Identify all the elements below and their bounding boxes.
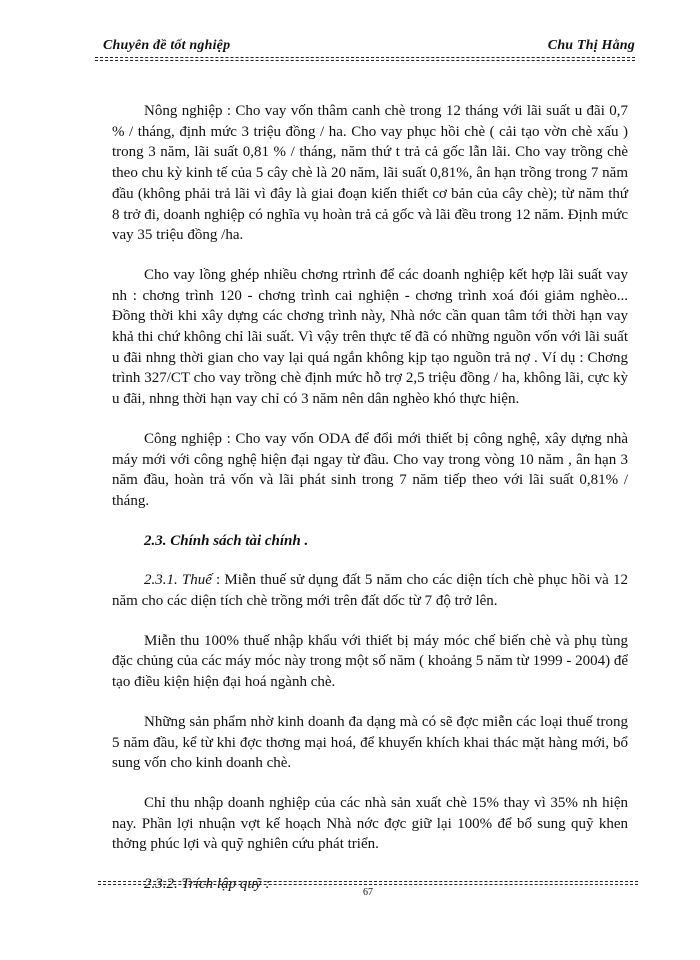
page-number: 67 bbox=[363, 887, 373, 898]
section-heading-financial-policy: 2.3. Chính sách tài chính . bbox=[144, 532, 309, 549]
paragraph-integrated-loans: Cho vay lồng ghép nhiều chơng rtrình để các doanh nghiệp kết hợp lãi suất vay nh : chơng trình 120 - chơng trình cai nghiện - chơng trình xoá đói giảm nghèo... Đồng thời khi xây dựng các chơng trình này, Nhà nớc cần quan tâm tới thời hạn vay khả thi chứ không chỉ lãi suất. Vì vậy trên thực tế đã có những nguồn vốn với lãi suất u đãi nhng thời gian cho vay lại quá ngắn không kịp tạo nguồn trả nợ . Ví dụ : Chơng trình 327/CT cho vay trồng chè định mức hỗ trợ 2,5 triệu đồng / ha, không lãi, cực kỳ u đãi, nhng thời hạn vay chỉ có 3 năm nên dân nghèo khó thực hiện. bbox=[112, 266, 628, 408]
page-body bbox=[112, 101, 628, 914]
footer-divider bbox=[98, 881, 638, 882]
subsection-label-tax: 2.3.1. Thuế bbox=[144, 572, 212, 589]
header-divider-secondary bbox=[95, 60, 635, 61]
paragraph-tax-text: : Miễn thuế sử dụng đất 5 năm cho các diện tích chè phục hồi và 12 năm cho các diện tích chè trồng mới trên đất dốc từ 7 độ trở lên. bbox=[112, 572, 628, 610]
paragraph-tax bbox=[112, 570, 628, 611]
header-divider bbox=[95, 57, 635, 58]
paragraph-industry: Công nghiệp : Cho vay vốn ODA để đổi mới thiết bị công nghệ, xây dựng nhà máy mới với công nghệ hiện đại ngay từ đầu. Cho vay trong vòng 10 năm , ân hạn 3 năm đầu, hoàn trả vốn và lãi phát sinh trong 7 năm tiếp theo với lãi suất 0,81% / tháng. bbox=[112, 430, 628, 509]
subsection-heading-fund: 2.3.2. Trích lập quỹ : bbox=[144, 876, 271, 893]
footer-divider-secondary bbox=[98, 884, 638, 885]
page-footer bbox=[98, 875, 638, 915]
page-header bbox=[95, 38, 635, 62]
header-document-title: Chuyên đề tốt nghiệp bbox=[103, 38, 231, 53]
paragraph-product-tax: Những sản phẩm nhờ kinh doanh đa dạng mà có sẽ đợc miễn các loại thuế trong 5 năm đầu, kể từ khi đợc thơng mại hoá, để khuyến khích khai thác mặt hàng mới, bổ sung vốn cho kinh doanh chè. bbox=[112, 713, 628, 772]
paragraph-income-tax: Chỉ thu nhập doanh nghiệp của các nhà sản xuất chè 15% thay vì 35% nh hiện nay. Phần lợi nhuận vợt kế hoạch Nhà nớc đợc giữ lại 100% để bổ sung quỹ khen thởng phúc lợi và quỹ nghiên cứu phát triển. bbox=[112, 794, 628, 853]
paragraph-import-tax: Miễn thu 100% thuế nhập khẩu với thiết bị máy móc chế biến chè và phụ tùng đặc chủng của các máy móc này trong một số năm ( khoảng 5 năm từ 1999 - 2004) để tạo điều kiện hiện đại hoá ngành chè. bbox=[112, 632, 628, 691]
header-author: Chu Thị Hằng bbox=[547, 38, 635, 53]
paragraph-agriculture: Nông nghiệp : Cho vay vốn thâm canh chè trong 12 tháng với lãi suất u đãi 0,7 % / tháng, định mức 3 triệu đồng / ha. Cho vay phục hồi chè ( cải tạo vờn chè xấu ) trong 3 năm, lãi suất 0,81 % / tháng, năm thứ t trả cả gốc lẫn lãi. Cho vay trồng chè theo chu kỳ kinh tế của 5 cây chè là 20 năm, lãi suất 0,81%, ân hạn trồng trong 7 năm đầu (không phải trả lãi vì đây là giai đoạn kiến thiết cơ bản của cây chè); từ năm thứ 8 trở đi, doanh nghiệp có nghĩa vụ hoàn trả cả gốc và lãi đều trong 12 năm. Định mức vay 35 triệu đồng /ha. bbox=[112, 103, 628, 244]
